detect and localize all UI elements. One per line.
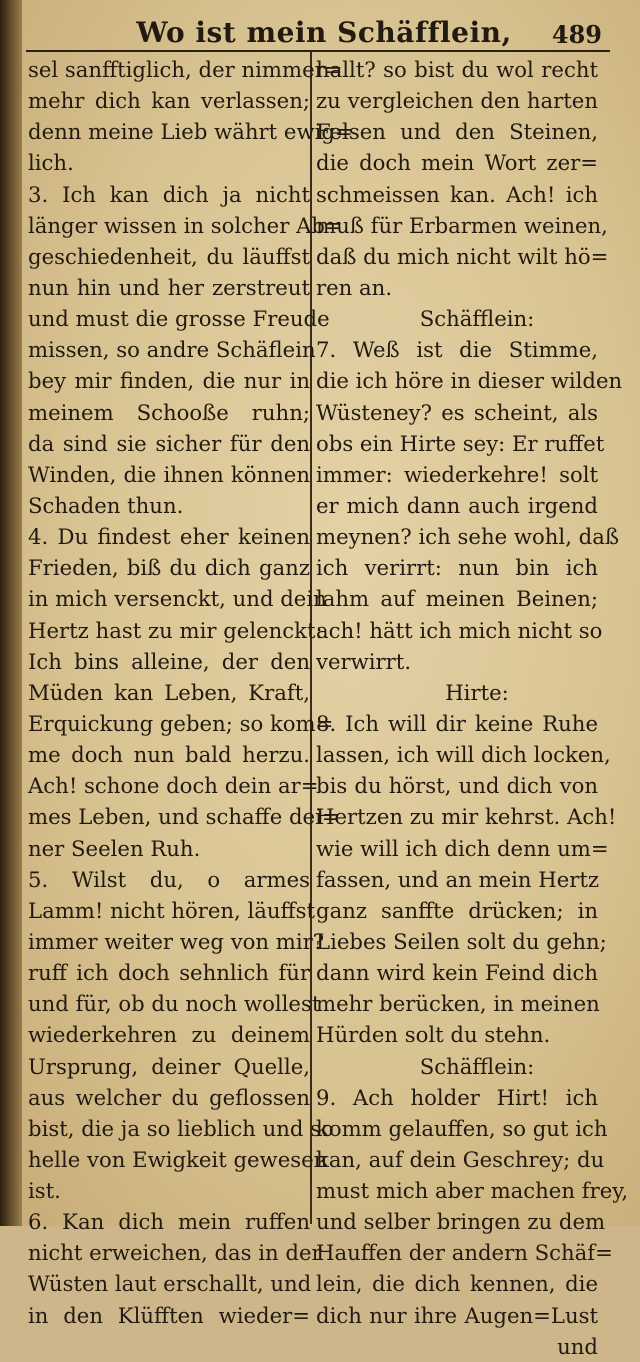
text-line: Ich bins alleine, der den	[28, 648, 310, 674]
text-line: dich nur ihre Augen=Lust	[316, 1302, 598, 1328]
text-line: die doch mein Wort zer=	[316, 150, 598, 176]
text-line: mehr berücken, in meinen	[316, 991, 600, 1017]
text-line: Liebes Seilen solt du gehn;	[316, 928, 607, 954]
text-line: 6. Kan dich mein ruffen	[28, 1209, 310, 1235]
running-title: Wo ist mein Schäfflein,	[136, 16, 512, 49]
text-line: Schäfflein:	[419, 306, 535, 332]
text-line: und	[557, 1333, 598, 1359]
header-rule	[26, 50, 610, 52]
text-line: dann wird kein Feind dich	[316, 960, 598, 986]
text-line: 5. Wilst du, o armes	[28, 866, 310, 892]
text-line: komm gelauffen, so gut ich	[316, 1115, 608, 1141]
text-line: missen, so andre Schäflein	[28, 337, 316, 363]
text-line: immer weiter weg von mir?	[28, 928, 325, 954]
text-line: helle von Ewigkeit gewesen	[28, 1146, 328, 1172]
text-line: Hertz hast zu mir gelenckt:	[28, 617, 323, 643]
text-line: ren an.	[316, 274, 393, 300]
text-line: Erquickung geben; so kom=	[28, 710, 334, 736]
text-line: und für, ob du noch wollest	[28, 991, 321, 1017]
text-line: lein, die dich kennen, die	[316, 1271, 598, 1297]
text-line: muß für Erbarmen weinen,	[316, 212, 608, 238]
running-header	[26, 14, 622, 52]
text-line: Frieden, biß du dich ganz	[28, 555, 310, 581]
text-line: wie will ich dich denn um=	[316, 835, 609, 861]
text-line: meinem Schooße ruhn;	[28, 399, 310, 425]
text-line: Hertzen zu mir kehrst. Ach!	[316, 804, 617, 830]
text-line: Schaden thun.	[28, 492, 184, 518]
text-line: ach! hätt ich mich nicht so	[316, 617, 603, 643]
text-line: die ich höre in dieser wilden	[316, 368, 623, 394]
text-line: schmeissen kan. Ach! ich	[316, 181, 598, 207]
text-line: Hauffen der andern Schäf=	[316, 1240, 613, 1266]
text-line: er mich dann auch irgend	[316, 492, 598, 518]
text-line: Wüsteney? es scheint, als	[316, 399, 598, 425]
text-line: lahm auf meinen Beinen;	[316, 586, 598, 612]
text-line: Wüsten laut erschallt, und	[28, 1271, 312, 1297]
text-line: hallt? so bist du wol recht	[316, 57, 598, 82]
text-line: in den Klüfften wieder=	[28, 1302, 310, 1328]
text-line: ganz sanffte drücken; in	[316, 897, 598, 923]
text-line: Hürden solt du stehn.	[316, 1022, 551, 1048]
page-number: 489	[551, 20, 602, 49]
text-line: geschiedenheit, du läuffst	[28, 243, 310, 269]
right-column	[316, 54, 629, 1362]
text-line: lich.	[28, 150, 74, 176]
text-line: länger wissen in solcher Ab=	[28, 212, 343, 238]
left-column	[28, 54, 353, 1331]
text-line: und selber bringen zu dem	[316, 1209, 606, 1235]
text-line: sel sanfftiglich, der nimmer=	[28, 57, 343, 82]
text-line: ich verirrt: nun bin ich	[316, 555, 598, 581]
text-line: Hirte:	[445, 679, 509, 705]
text-line: 9. Ach holder Hirt! ich	[316, 1084, 598, 1110]
text-line: Ach! schone doch dein ar=	[28, 773, 319, 799]
text-line: daß du mich nicht wilt hö=	[316, 243, 609, 269]
text-line: ist.	[28, 1178, 61, 1204]
text-line: und must die grosse Freude	[28, 306, 330, 332]
text-line: lassen, ich will dich locken,	[316, 742, 611, 768]
text-line: meynen? ich sehe wohl, daß	[316, 524, 620, 550]
text-line: 7. Weß ist die Stimme,	[316, 337, 598, 363]
text-line: 4. Du findest eher keinen	[28, 524, 310, 550]
text-line: zu vergleichen den harten	[316, 88, 598, 114]
text-line: nicht erweichen, das in der	[28, 1240, 322, 1266]
text-line: Winden, die ihnen können	[28, 461, 310, 487]
text-line: bey mir finden, die nur in	[28, 368, 310, 394]
text-line: fassen, und an mein Hertz	[316, 866, 600, 892]
text-line: 8. Ich will dir keine Ruhe	[316, 710, 598, 736]
text-line: in mich versenckt, und dein	[28, 586, 327, 612]
text-line: mes Leben, und schaffe dei=	[28, 804, 340, 830]
text-line: Ursprung, deiner Quelle,	[28, 1053, 310, 1079]
text-line: immer: wiederkehre! solt	[316, 461, 598, 487]
text-line: Schäfflein:	[419, 1053, 535, 1079]
text-line: aus welcher du geflossen	[28, 1084, 310, 1110]
text-line: must mich aber machen frey,	[316, 1178, 629, 1204]
text-line: mehr dich kan verlassen;	[28, 88, 310, 114]
text-line: bist, die ja so lieblich und so	[28, 1115, 334, 1141]
text-line: bis du hörst, und dich von	[316, 773, 598, 799]
text-line: obs ein Hirte sey: Er ruffet	[316, 430, 605, 456]
text-line: denn meine Lieb währt ewig=	[28, 119, 353, 145]
text-line: kan, auf dein Geschrey; du	[316, 1146, 605, 1172]
page-gutter	[0, 0, 22, 1226]
text-line: Müden kan Leben, Kraft,	[28, 679, 310, 705]
text-line: ruff ich doch sehnlich für	[28, 960, 310, 986]
text-line: wiederkehren zu deinem	[28, 1022, 310, 1048]
text-line: verwirrt.	[316, 648, 412, 674]
text-line: da sind sie sicher für den	[28, 430, 310, 456]
text-line: ner Seelen Ruh.	[28, 835, 201, 861]
text-line: nun hin und her zerstreut	[28, 274, 310, 300]
text-line: me doch nun bald herzu.	[28, 742, 310, 768]
text-line: Lamm! nicht hören, läuffst	[28, 897, 315, 923]
text-line: Felsen und den Steinen,	[316, 119, 598, 145]
text-line: 3. Ich kan dich ja nicht	[28, 181, 310, 207]
